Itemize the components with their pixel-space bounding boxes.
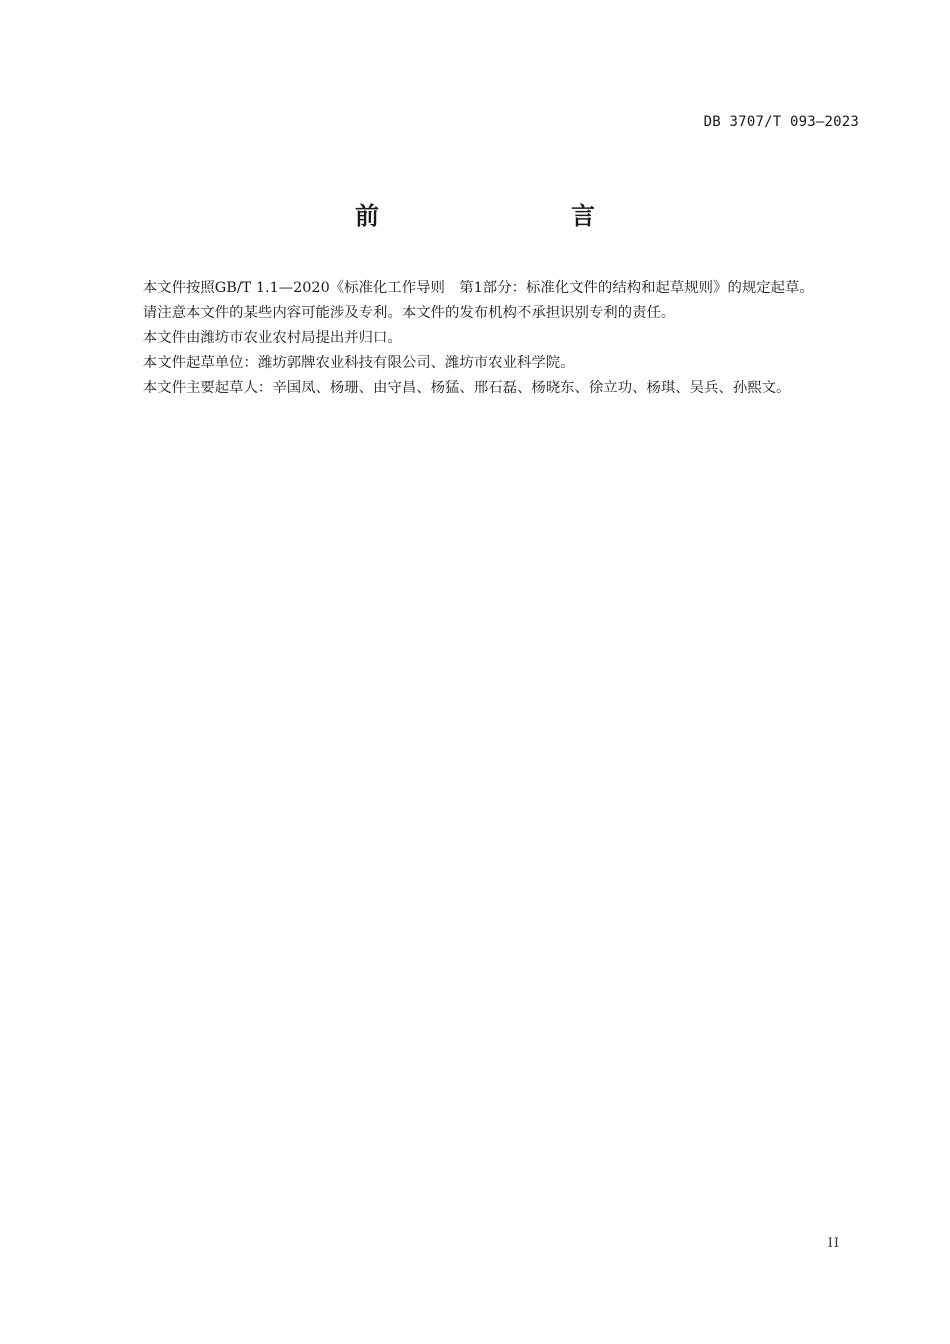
paragraph-standard-basis: 本文件按照GB/T 1.1—2020《标准化工作导则 第1部分：标准化文件的结构和起草规则》的规定起草。: [142, 280, 814, 296]
paragraph-proposer: 本文件由潍坊市农业农村局提出并归口。: [142, 330, 402, 346]
page-title: 前 言: [355, 202, 643, 230]
paragraph-drafting-units: 本文件起草单位：潍坊郭牌农业科技有限公司、潍坊市农业科学院。: [142, 355, 575, 371]
foreword-body: [114, 276, 860, 401]
paragraph-drafters: 本文件主要起草人：辛国凤、杨珊、由守昌、杨猛、邢石磊、杨晓东、徐立功、杨琪、吴兵、孙熙文。: [142, 380, 791, 396]
paragraph-patent-notice: 请注意本文件的某些内容可能涉及专利。本文件的发布机构不承担识别专利的责任。: [142, 305, 676, 321]
page-number: II: [827, 1236, 840, 1251]
document-code: DB 3707/T 093—2023: [703, 114, 859, 130]
